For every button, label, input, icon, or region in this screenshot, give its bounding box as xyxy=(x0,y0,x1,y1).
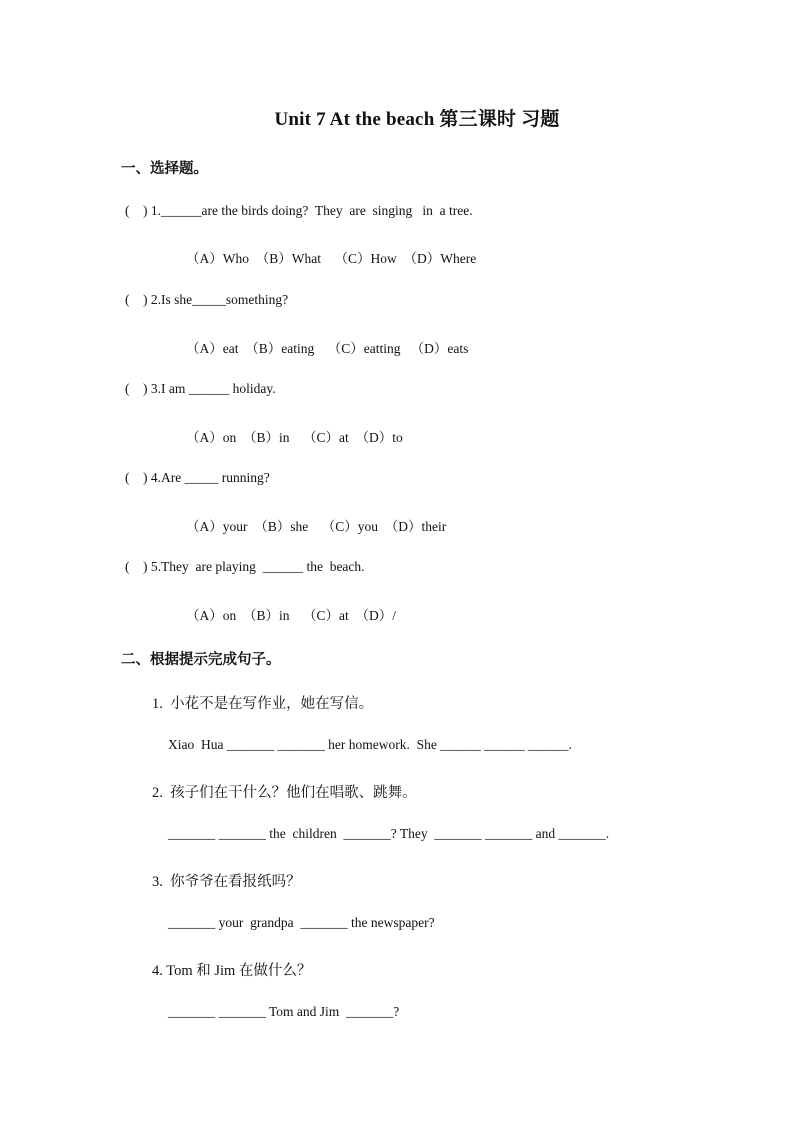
question-2-stem: ( ) 2.Is she_____something? xyxy=(125,292,289,307)
question-5-stem: ( ) 5.They are playing ______ the beach. xyxy=(125,559,365,574)
question-1-options: （A）Who （B）What （C）How （D）Where xyxy=(186,251,477,266)
section-heading-choice: 一、选择题。 xyxy=(121,161,208,177)
sentence-1-prompt: 1. 小花不是在写作业，她在写信。 xyxy=(152,696,374,712)
sentence-4-answer-line: _______ _______ Tom and Jim _______? xyxy=(168,1004,400,1019)
question-5-options: （A）on （B）in （C）at （D）/ xyxy=(186,608,397,623)
question-4-stem: ( ) 4.Are _____ running? xyxy=(125,470,270,485)
question-4-options: （A）your （B）she （C）you （D）their xyxy=(186,519,447,534)
question-3-options: （A）on （B）in （C）at （D）to xyxy=(186,430,403,445)
section-heading-complete: 二、根据提示完成句子。 xyxy=(121,652,281,668)
sentence-3-answer-line: _______ your grandpa _______ the newspaper? xyxy=(168,915,435,930)
sentence-2-answer-line: _______ _______ the children _______? They _______ _______ and _______. xyxy=(168,826,610,841)
question-3-stem: ( ) 3.I am ______ holiday. xyxy=(125,381,276,396)
sentence-3-prompt: 3. 你爷爷在看报纸吗？ xyxy=(152,874,301,890)
sentence-4-prompt: 4. Tom 和 Jim 在做什么？ xyxy=(152,963,312,979)
page-title: Unit 7 At the beach 第三课时 习题 xyxy=(274,109,560,130)
question-1-stem: ( ) 1.______are the birds doing? They are singing in a tree. xyxy=(125,203,473,218)
question-2-options: （A）eat （B）eating （C）eatting （D）eats xyxy=(186,341,469,356)
sentence-2-prompt: 2. 孩子们在干什么？他们在唱歌、跳舞。 xyxy=(152,785,417,801)
sentence-1-answer-line: Xiao Hua _______ _______ her homework. She ______ ______ ______. xyxy=(168,737,572,752)
